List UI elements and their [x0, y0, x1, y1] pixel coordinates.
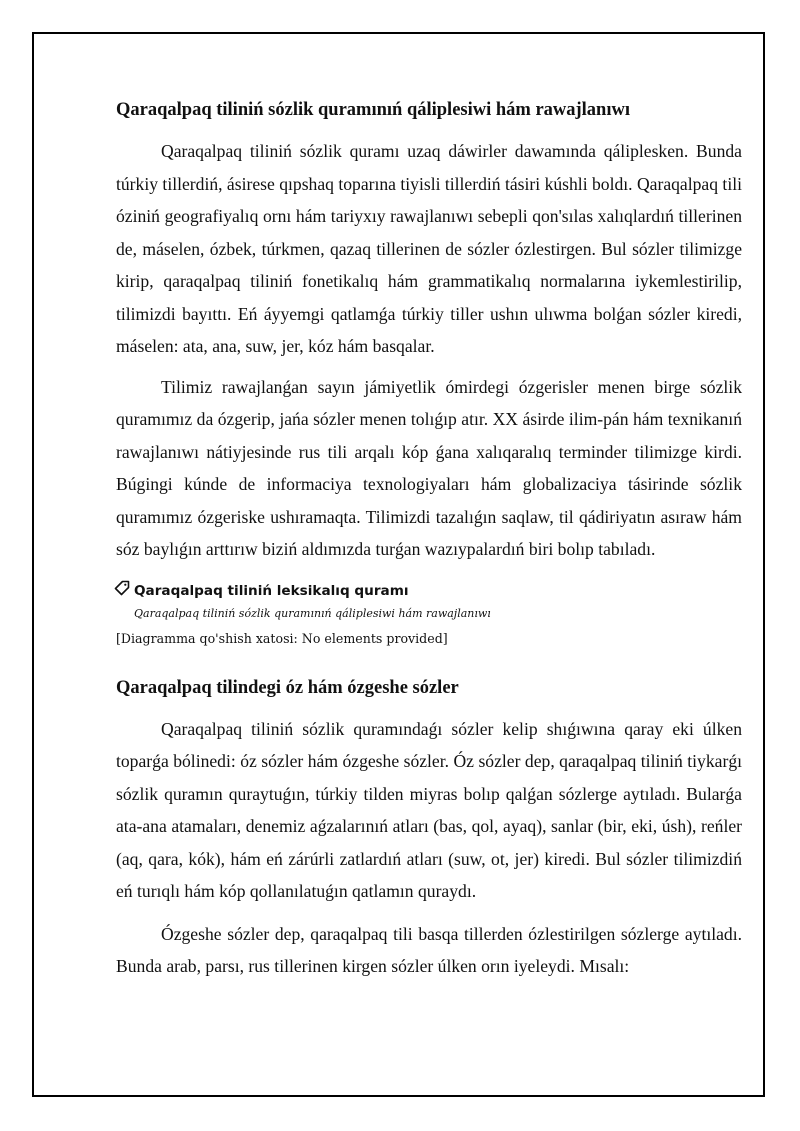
diagram-title: Qaraqalpaq tiliniń leksikalıq quramı: [134, 583, 409, 599]
paragraph: Qaraqalpaq tiliniń sózlik quramı uzaq dáwirler dawamında qáliplesken. Bunda túrkiy tillerdiń, ásirese qıpshaq toparına tiyisli tillerdiń tásiri kúshli boldı. Qaraqalpaq tili óziniń geografiyalıq ornı hám tariyxıy rawajlanıwı sebepli qon'sılas xalıqlardıń tillerinen de, máselen, ózbek, túrkmen, qazaq tillerinen de sózler ózlestirgen. Bul sózler tilimizge kirip, qaraqalpaq tiliniń fonetikalıq hám grammatikalıq normalarına iykemlestirilip, tilimizdi bayıttı. Eń áyyemgi qatlamǵa túrkiy tiller ushın ulıwma bolǵan sózler kiredi, máselen: ata, ana, suw, jer, kóz hám basqalar.: [116, 141, 742, 356]
diagram-error-message: [Diagramma qo'shish xatosi: No elements provided]: [116, 630, 448, 646]
diagram-subtitle: Qaraqalpaq tiliniń sózlik quramınıń qáliplesiwi hám rawajlanıwı: [134, 606, 491, 620]
section-heading-2: Qaraqalpaq tilindegi óz hám ózgeshe sózler: [116, 677, 459, 698]
document-body: [116, 94, 742, 983]
diagram-title-row: [114, 580, 742, 603]
paragraph: Tilimiz rawajlanǵan sayın jámiyetlik ómirdegi ózgerisler menen birge sózlik quramımız da ózgerip, jańa sózler menen tolıǵıp atır. XX ásirde ilim-pán hám texnikanıń rawajlanıwı nátiyjesinde rus tili arqalı kóp ǵana xalıqaralıq terminder tilimizge kirdi. Búgingi kúnde de informaciya texnologiyaları hám globalizaciya tásirinde sózlik quramımız ózgeriske ushıramaqta. Tilimizdi tazalıǵın saqlaw, til qádiriyatın asıraw hám sóz baylıǵın arttırıw biziń aldımızda turǵan wazıypalardıń biri bolıp tabıladı.: [116, 376, 742, 559]
tag-icon: [114, 580, 134, 603]
paragraph: Qaraqalpaq tiliniń sózlik quramındaǵı sózler kelip shıǵıwına qaray eki úlken toparǵa bólinedi: óz sózler hám ózgeshe sózler. Óz sózler dep, qaraqalpaq tiliniń tiykarǵı sózlik quramın quraytuǵın, túrkiy tilden miyras bolıp qalǵan sózlerge aytıladı. Bularǵa ata-ana atamaları, denemiz aǵzalarınıń atları (bas, qol, ayaq), sanlar (bir, eki, úsh), reńler (aq, qara, kók), hám eń zárúrli zatlardıń atları (suw, ot, jer) kiredi. Bul sózler tilimizdiń eń turıqlı hám kóp qollanılatuǵın qatlamın quraydı.: [116, 718, 742, 901]
diagram-block: [116, 580, 742, 651]
paragraph: Ózgeshe sózler dep, qaraqalpaq tili basqa tillerden ózlestirilgen sózlerge aytıladı. Bunda arab, parsı, rus tillerinen kirgen sózler úlken orın iyeleydi. Mısalı:: [116, 923, 742, 976]
section-heading-1: Qaraqalpaq tiliniń sózlik quramınıń qáliplesiwi hám rawajlanıwı: [116, 100, 630, 120]
